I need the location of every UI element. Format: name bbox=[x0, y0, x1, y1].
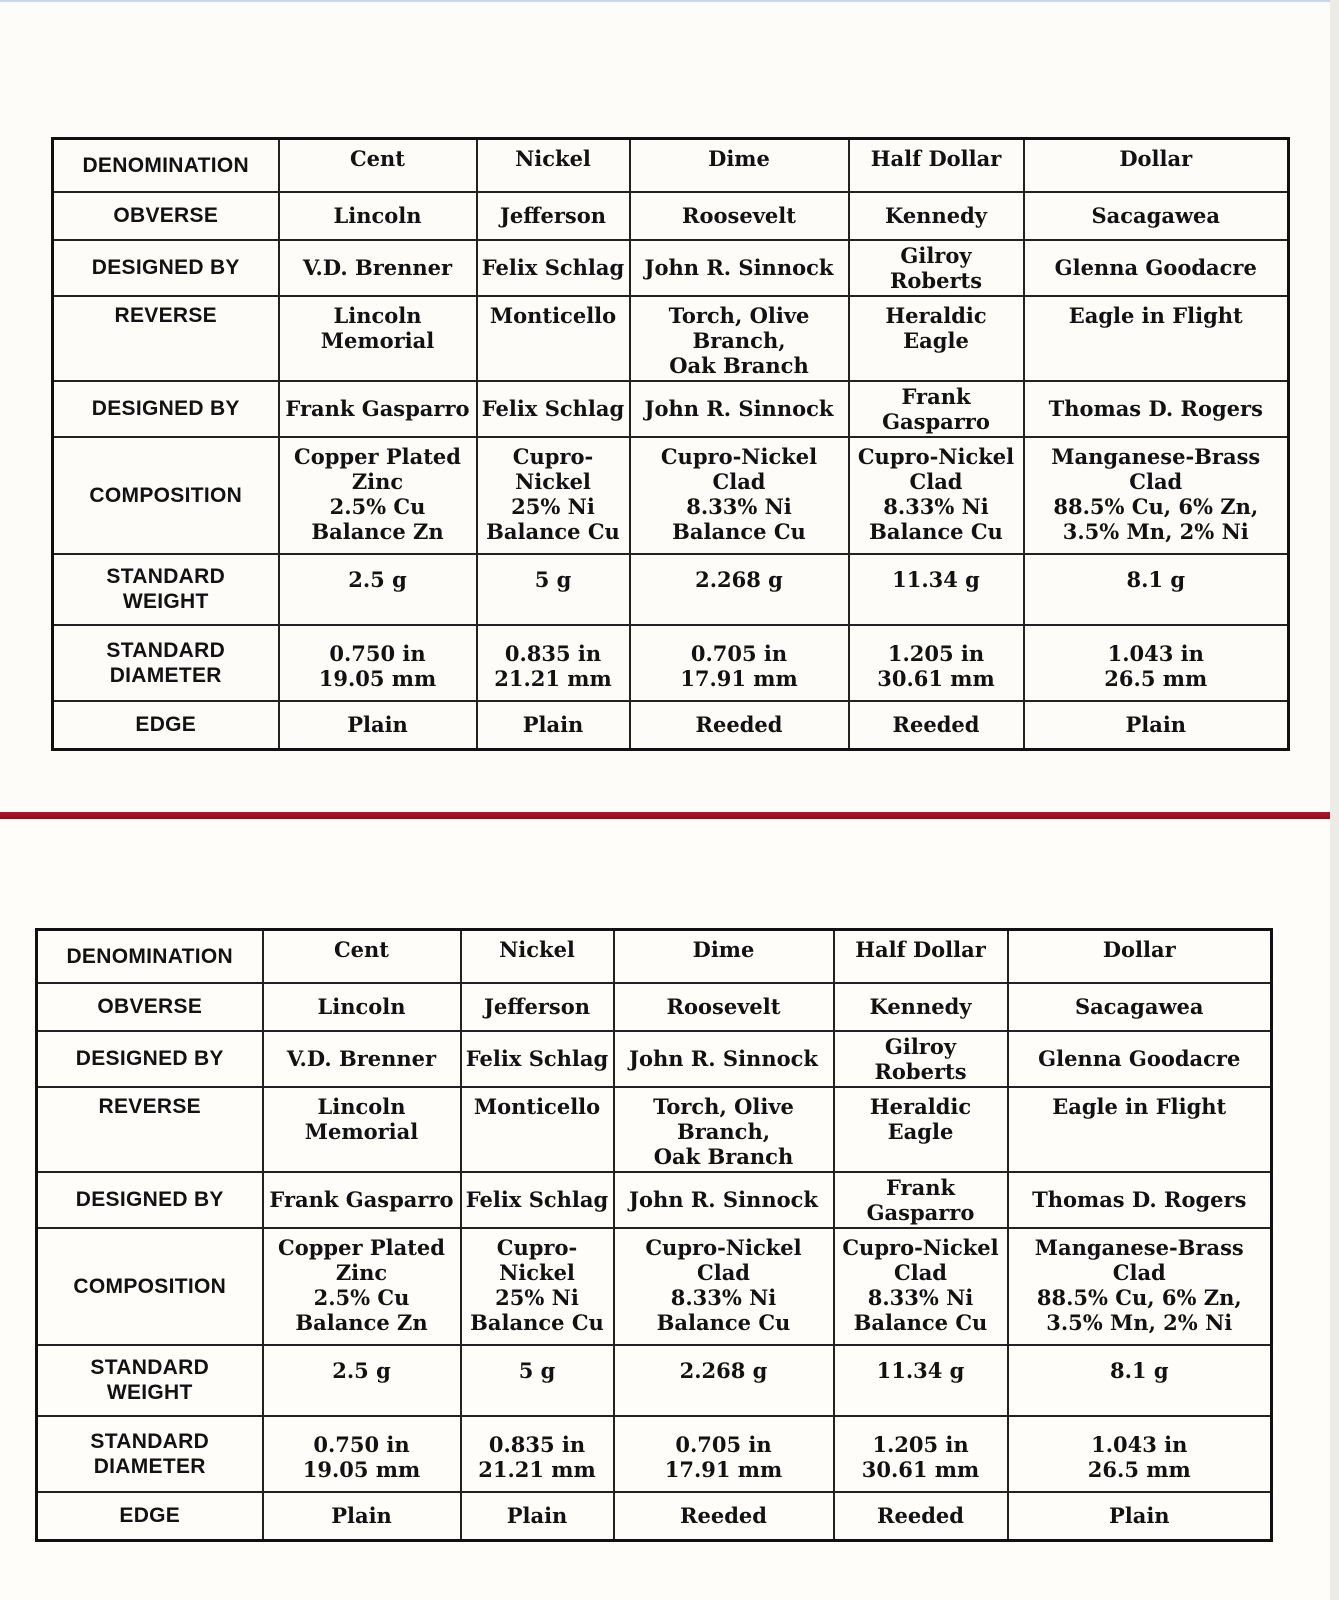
table-cell: 11.34 g bbox=[834, 1345, 1008, 1416]
table-cell: 0.835 in 21.21 mm bbox=[477, 625, 630, 701]
table-cell: Lincoln Memorial bbox=[279, 296, 477, 381]
table-cell: V.D. Brenner bbox=[279, 240, 477, 296]
table-row-standard-diameter bbox=[53, 625, 1289, 701]
table-header-row bbox=[53, 139, 1289, 192]
table-cell: Cupro-Nickel 25% Ni Balance Cu bbox=[477, 437, 630, 554]
table-cell: Frank Gasparro bbox=[263, 1172, 461, 1228]
table-cell: Gilroy Roberts bbox=[834, 1031, 1008, 1087]
header-cell-dime: Dime bbox=[630, 139, 849, 192]
table-cell: 5 g bbox=[477, 554, 630, 625]
table-cell: 11.34 g bbox=[849, 554, 1024, 625]
table-cell: Manganese-Brass Clad 88.5% Cu, 6% Zn, 3.5% Mn, 2% Ni bbox=[1024, 437, 1289, 554]
row-label: DESIGNED BY bbox=[37, 1172, 263, 1228]
table-cell: 1.043 in 26.5 mm bbox=[1008, 1416, 1272, 1492]
table-cell: 0.750 in 19.05 mm bbox=[263, 1416, 461, 1492]
table-row-edge bbox=[37, 1492, 1272, 1541]
table-row-standard-weight bbox=[37, 1345, 1272, 1416]
row-label: REVERSE bbox=[53, 296, 279, 381]
table-cell: Roosevelt bbox=[630, 192, 849, 240]
table-row-obverse-designer bbox=[37, 1031, 1272, 1087]
table-row-composition bbox=[53, 437, 1289, 554]
table-cell: Eagle in Flight bbox=[1024, 296, 1289, 381]
table-row-obverse-designer bbox=[53, 240, 1289, 296]
header-cell-denomination: DENOMINATION bbox=[53, 139, 279, 192]
table-cell: Copper Plated Zinc 2.5% Cu Balance Zn bbox=[263, 1228, 461, 1345]
header-cell-half-dollar: Half Dollar bbox=[849, 139, 1024, 192]
table-cell: Cupro-Nickel Clad 8.33% Ni Balance Cu bbox=[849, 437, 1024, 554]
table-cell: Glenna Goodacre bbox=[1008, 1031, 1272, 1087]
row-label: STANDARD WEIGHT bbox=[53, 554, 279, 625]
table-row-standard-weight bbox=[53, 554, 1289, 625]
table-row-reverse-designer bbox=[53, 381, 1289, 437]
table-cell: 2.268 g bbox=[614, 1345, 834, 1416]
table-cell: Sacagawea bbox=[1024, 192, 1289, 240]
coin-specifications-table-top bbox=[51, 137, 1290, 751]
table-cell: Monticello bbox=[461, 1087, 614, 1172]
table-cell: Plain bbox=[1008, 1492, 1272, 1541]
table-row-composition bbox=[37, 1228, 1272, 1345]
table-row-reverse bbox=[37, 1087, 1272, 1172]
table-cell: Cupro-Nickel 25% Ni Balance Cu bbox=[461, 1228, 614, 1345]
table-cell: Plain bbox=[263, 1492, 461, 1541]
row-label: COMPOSITION bbox=[37, 1228, 263, 1345]
row-label: OBVERSE bbox=[37, 983, 263, 1031]
table-cell: 1.205 in 30.61 mm bbox=[834, 1416, 1008, 1492]
table-row-reverse-designer bbox=[37, 1172, 1272, 1228]
table-cell: Plain bbox=[461, 1492, 614, 1541]
table-cell: 2.5 g bbox=[279, 554, 477, 625]
table-cell: Heraldic Eagle bbox=[834, 1087, 1008, 1172]
table-cell: Monticello bbox=[477, 296, 630, 381]
table-cell: Cupro-Nickel Clad 8.33% Ni Balance Cu bbox=[834, 1228, 1008, 1345]
table-cell: Gilroy Roberts bbox=[849, 240, 1024, 296]
table-cell: 2.268 g bbox=[630, 554, 849, 625]
row-label: EDGE bbox=[53, 701, 279, 750]
header-cell-dime: Dime bbox=[614, 930, 834, 983]
table-cell: Reeded bbox=[630, 701, 849, 750]
table-cell: Lincoln Memorial bbox=[263, 1087, 461, 1172]
table-row-obverse bbox=[37, 983, 1272, 1031]
table-cell: John R. Sinnock bbox=[630, 240, 849, 296]
table-header-row bbox=[37, 930, 1272, 983]
table-cell: Kennedy bbox=[834, 983, 1008, 1031]
table-cell: 1.043 in 26.5 mm bbox=[1024, 625, 1289, 701]
table-row-standard-diameter bbox=[37, 1416, 1272, 1492]
table-cell: John R. Sinnock bbox=[614, 1031, 834, 1087]
table-cell: 2.5 g bbox=[263, 1345, 461, 1416]
header-cell-nickel: Nickel bbox=[477, 139, 630, 192]
row-label: DESIGNED BY bbox=[53, 381, 279, 437]
table-cell: 0.705 in 17.91 mm bbox=[614, 1416, 834, 1492]
table-cell: Felix Schlag bbox=[477, 240, 630, 296]
table-cell: Roosevelt bbox=[614, 983, 834, 1031]
table-cell: Frank Gasparro bbox=[279, 381, 477, 437]
table-cell: Reeded bbox=[614, 1492, 834, 1541]
table-row-reverse bbox=[53, 296, 1289, 381]
row-label: REVERSE bbox=[37, 1087, 263, 1172]
table-cell: Plain bbox=[477, 701, 630, 750]
table-cell: Jefferson bbox=[477, 192, 630, 240]
table-row-obverse bbox=[53, 192, 1289, 240]
table-cell: Jefferson bbox=[461, 983, 614, 1031]
red-divider bbox=[0, 812, 1330, 819]
table-cell: Cupro-Nickel Clad 8.33% Ni Balance Cu bbox=[630, 437, 849, 554]
table-cell: V.D. Brenner bbox=[263, 1031, 461, 1087]
row-label: COMPOSITION bbox=[53, 437, 279, 554]
row-label: EDGE bbox=[37, 1492, 263, 1541]
table-cell: Heraldic Eagle bbox=[849, 296, 1024, 381]
table-cell: Lincoln bbox=[263, 983, 461, 1031]
table-cell: Thomas D. Rogers bbox=[1008, 1172, 1272, 1228]
table-cell: Lincoln bbox=[279, 192, 477, 240]
table-cell: 0.705 in 17.91 mm bbox=[630, 625, 849, 701]
table-cell: Torch, Olive Branch, Oak Branch bbox=[630, 296, 849, 381]
table-cell: Manganese-Brass Clad 88.5% Cu, 6% Zn, 3.5% Mn, 2% Ni bbox=[1008, 1228, 1272, 1345]
table-cell: Felix Schlag bbox=[461, 1172, 614, 1228]
table-cell: Eagle in Flight bbox=[1008, 1087, 1272, 1172]
table-cell: Cupro-Nickel Clad 8.33% Ni Balance Cu bbox=[614, 1228, 834, 1345]
row-label: DESIGNED BY bbox=[53, 240, 279, 296]
table-cell: Sacagawea bbox=[1008, 983, 1272, 1031]
row-label: STANDARD DIAMETER bbox=[53, 625, 279, 701]
row-label: OBVERSE bbox=[53, 192, 279, 240]
table-cell: Felix Schlag bbox=[477, 381, 630, 437]
table-cell: Reeded bbox=[834, 1492, 1008, 1541]
row-label: STANDARD WEIGHT bbox=[37, 1345, 263, 1416]
table-row-edge bbox=[53, 701, 1289, 750]
table-cell: Plain bbox=[1024, 701, 1289, 750]
table-cell: 8.1 g bbox=[1024, 554, 1289, 625]
table-cell: Frank Gasparro bbox=[834, 1172, 1008, 1228]
table-cell: 8.1 g bbox=[1008, 1345, 1272, 1416]
table-cell: Felix Schlag bbox=[461, 1031, 614, 1087]
header-cell-dollar: Dollar bbox=[1024, 139, 1289, 192]
header-cell-cent: Cent bbox=[263, 930, 461, 983]
row-label: DESIGNED BY bbox=[37, 1031, 263, 1087]
table-cell: John R. Sinnock bbox=[614, 1172, 834, 1228]
header-cell-dollar: Dollar bbox=[1008, 930, 1272, 983]
row-label: STANDARD DIAMETER bbox=[37, 1416, 263, 1492]
header-cell-cent: Cent bbox=[279, 139, 477, 192]
table-cell: 0.835 in 21.21 mm bbox=[461, 1416, 614, 1492]
table-cell: Kennedy bbox=[849, 192, 1024, 240]
table-cell: Frank Gasparro bbox=[849, 381, 1024, 437]
header-cell-denomination: DENOMINATION bbox=[37, 930, 263, 983]
table-cell: Thomas D. Rogers bbox=[1024, 381, 1289, 437]
coin-specifications-table-bottom bbox=[35, 928, 1273, 1542]
header-cell-nickel: Nickel bbox=[461, 930, 614, 983]
table-cell: Glenna Goodacre bbox=[1024, 240, 1289, 296]
page-edge bbox=[1330, 0, 1339, 1600]
header-cell-half-dollar: Half Dollar bbox=[834, 930, 1008, 983]
table-cell: Plain bbox=[279, 701, 477, 750]
table-cell: Torch, Olive Branch, Oak Branch bbox=[614, 1087, 834, 1172]
table-cell: Copper Plated Zinc 2.5% Cu Balance Zn bbox=[279, 437, 477, 554]
table-cell: 0.750 in 19.05 mm bbox=[279, 625, 477, 701]
table-cell: Reeded bbox=[849, 701, 1024, 750]
table-cell: 1.205 in 30.61 mm bbox=[849, 625, 1024, 701]
table-cell: 5 g bbox=[461, 1345, 614, 1416]
table-cell: John R. Sinnock bbox=[630, 381, 849, 437]
